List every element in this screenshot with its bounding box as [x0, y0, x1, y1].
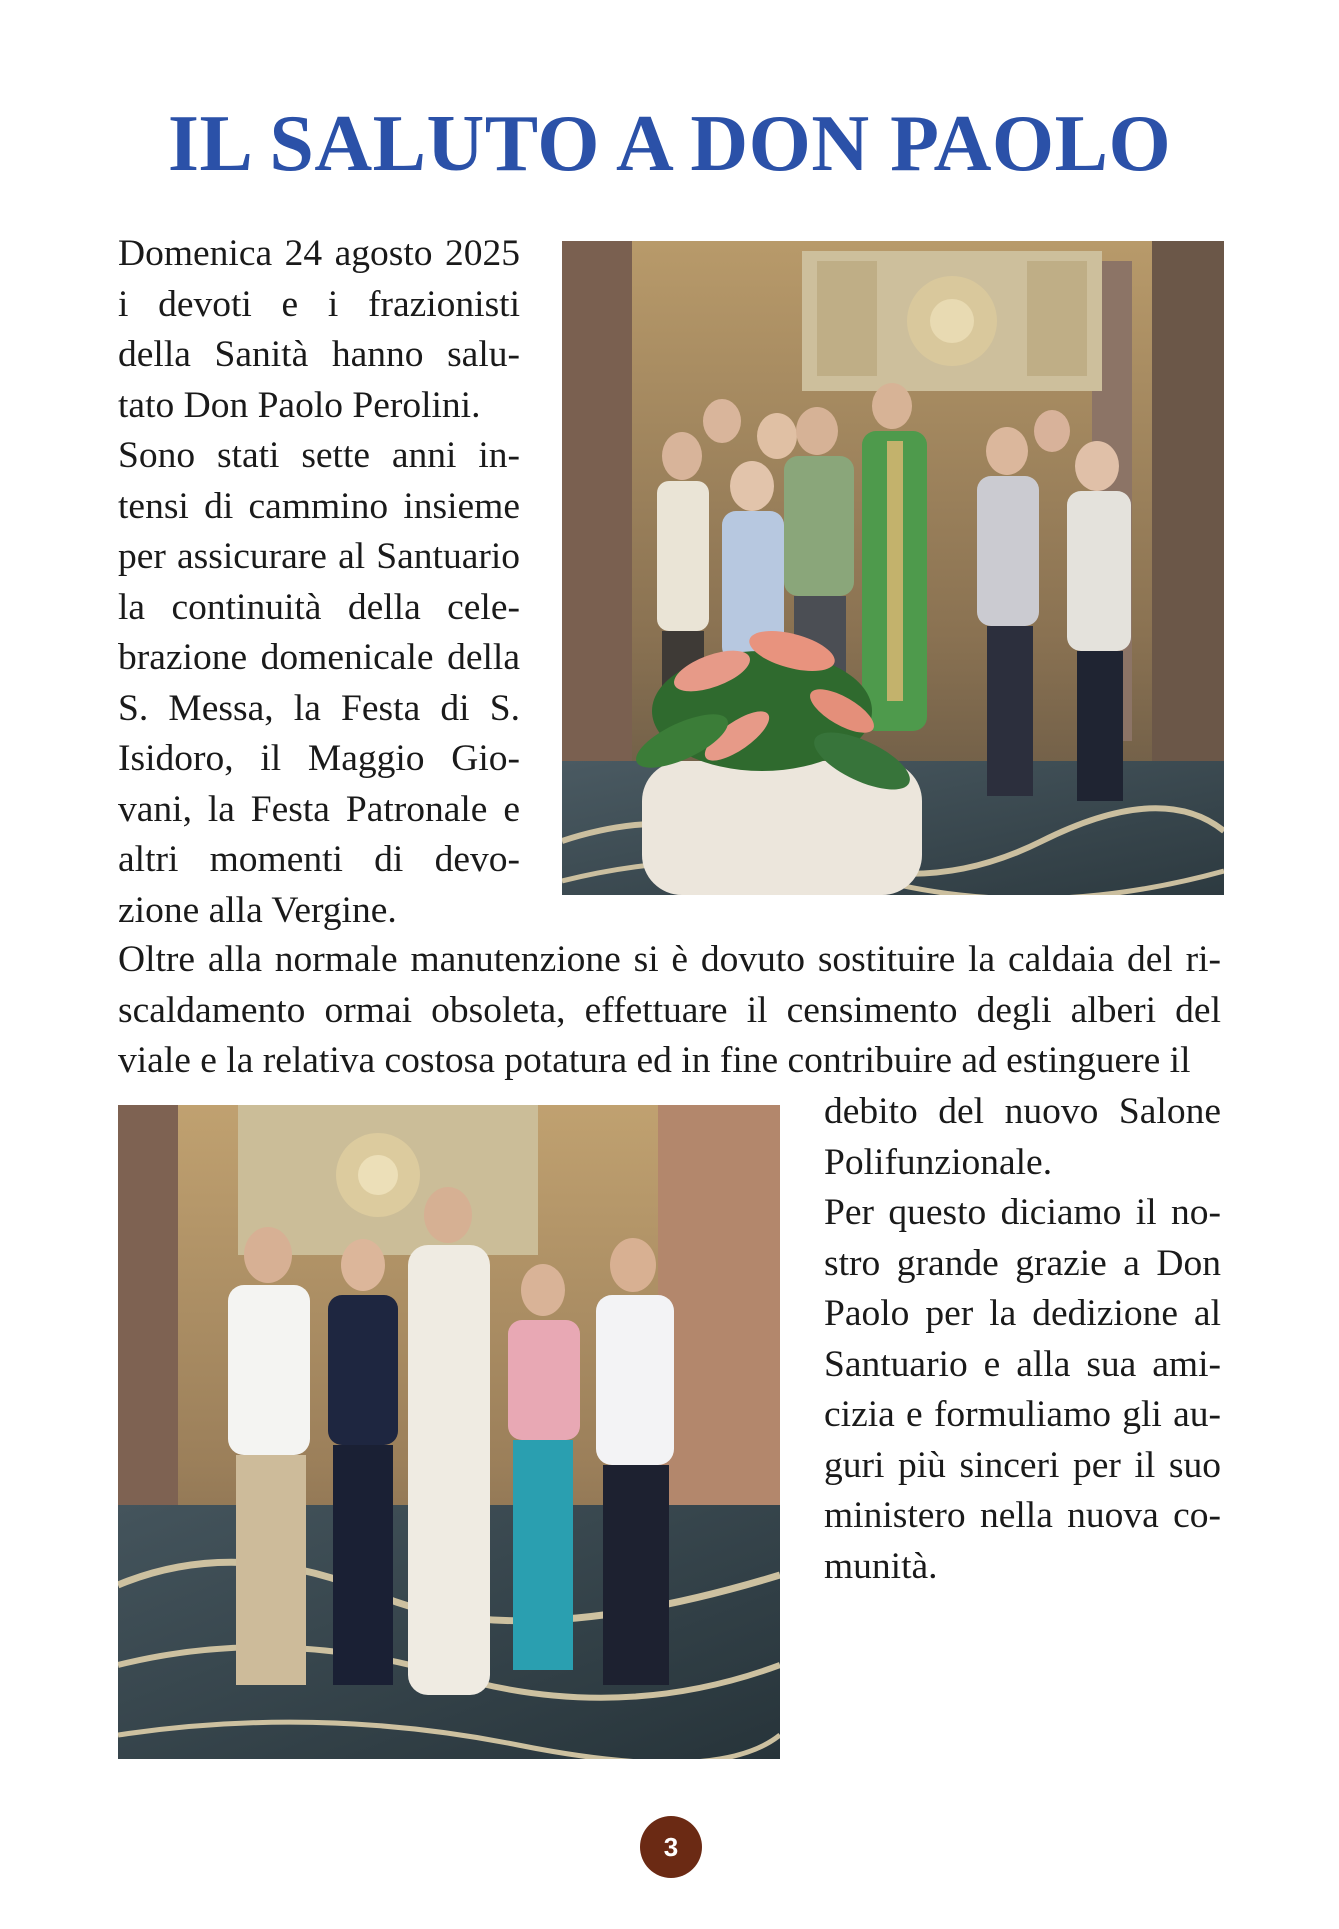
- article-left-column: [118, 229, 520, 936]
- article-paragraph-3: Oltre alla normale manutenzione si è dovuto sostituire la caldaia del riscaldamento ormai obsoleta, effettuare il censimento degli alberi del viale e la relativa costosa potatura ed in fine contribuire ad estinguere il: [118, 939, 1221, 1081]
- page-number: 3: [663, 1831, 679, 1862]
- group-photo-five-people: [118, 1105, 780, 1759]
- article-paragraph-2: Sono stati sette anni intensi di cammino insieme per assicurare al Santuario la continuità della celebrazione domenicale della S. Messa, la Festa di S. Isidoro, il Maggio Giovani, la Festa Patronale e altri momenti di devozione alla Vergine.: [118, 435, 520, 931]
- group-photo-altar: [562, 241, 1224, 895]
- page-number-badge: [640, 1816, 702, 1878]
- group-photo-five-people-image: [118, 1105, 780, 1759]
- article-paragraph-4: debito del nuovo Salone Polifunzionale.: [824, 1091, 1221, 1183]
- article-right-column: [824, 1087, 1221, 1592]
- page-title: IL SALUTO A DON PAOLO: [167, 100, 1172, 188]
- group-photo-altar-image: [562, 241, 1224, 895]
- article-paragraph-1: Domenica 24 agosto 2025 i devoti e i frazionisti della Sanità hanno salutato Don Paolo Perolini.: [118, 233, 520, 426]
- article-paragraph-5: Per questo diciamo il nostro grande grazie a Don Paolo per la dedizione al Santuario e alla sua amicizia e formuliamo gli auguri più sinceri per il suo ministero nella nuova comunità.: [824, 1192, 1221, 1587]
